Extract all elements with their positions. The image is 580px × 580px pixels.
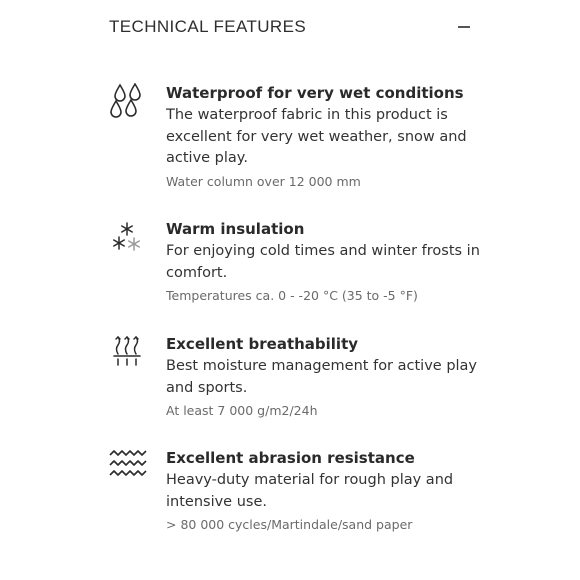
feature-description: The waterproof fabric in this product is excellent for very wet weather, snow and active play. (166, 107, 467, 166)
feature-title: Excellent abrasion resistance (166, 449, 415, 467)
collapse-minus-icon[interactable] (458, 26, 470, 28)
snowflakes-icon (108, 221, 148, 261)
abrasion-waves-icon (108, 448, 148, 488)
feature-body (166, 219, 480, 304)
feature-body (166, 334, 480, 419)
feature-spec: Temperatures ca. 0 - -20 °C (35 to -5 °F) (166, 288, 418, 303)
feature-body (166, 448, 480, 533)
feature-body (166, 83, 480, 190)
feature-description: Heavy-duty material for rough play and intensive use. (166, 472, 454, 510)
water-drops-icon (108, 83, 148, 123)
feature-title: Waterproof for very wet conditions (166, 84, 464, 102)
breathability-arrows-icon (108, 334, 148, 374)
section-title: TECHNICAL FEATURES (109, 17, 307, 36)
technical-features-header[interactable] (109, 15, 471, 39)
feature-title: Excellent breathability (166, 335, 359, 353)
feature-spec: At least 7 000 g/m2/24h (166, 403, 318, 418)
feature-title: Warm insulation (166, 220, 305, 238)
feature-description: Best moisture management for active play and sports. (166, 358, 478, 396)
feature-description: For enjoying cold times and winter frosts in comfort. (166, 243, 480, 281)
feature-spec: > 80 000 cycles/Martindale/sand paper (166, 517, 413, 532)
feature-spec: Water column over 12 000 mm (166, 173, 361, 189)
